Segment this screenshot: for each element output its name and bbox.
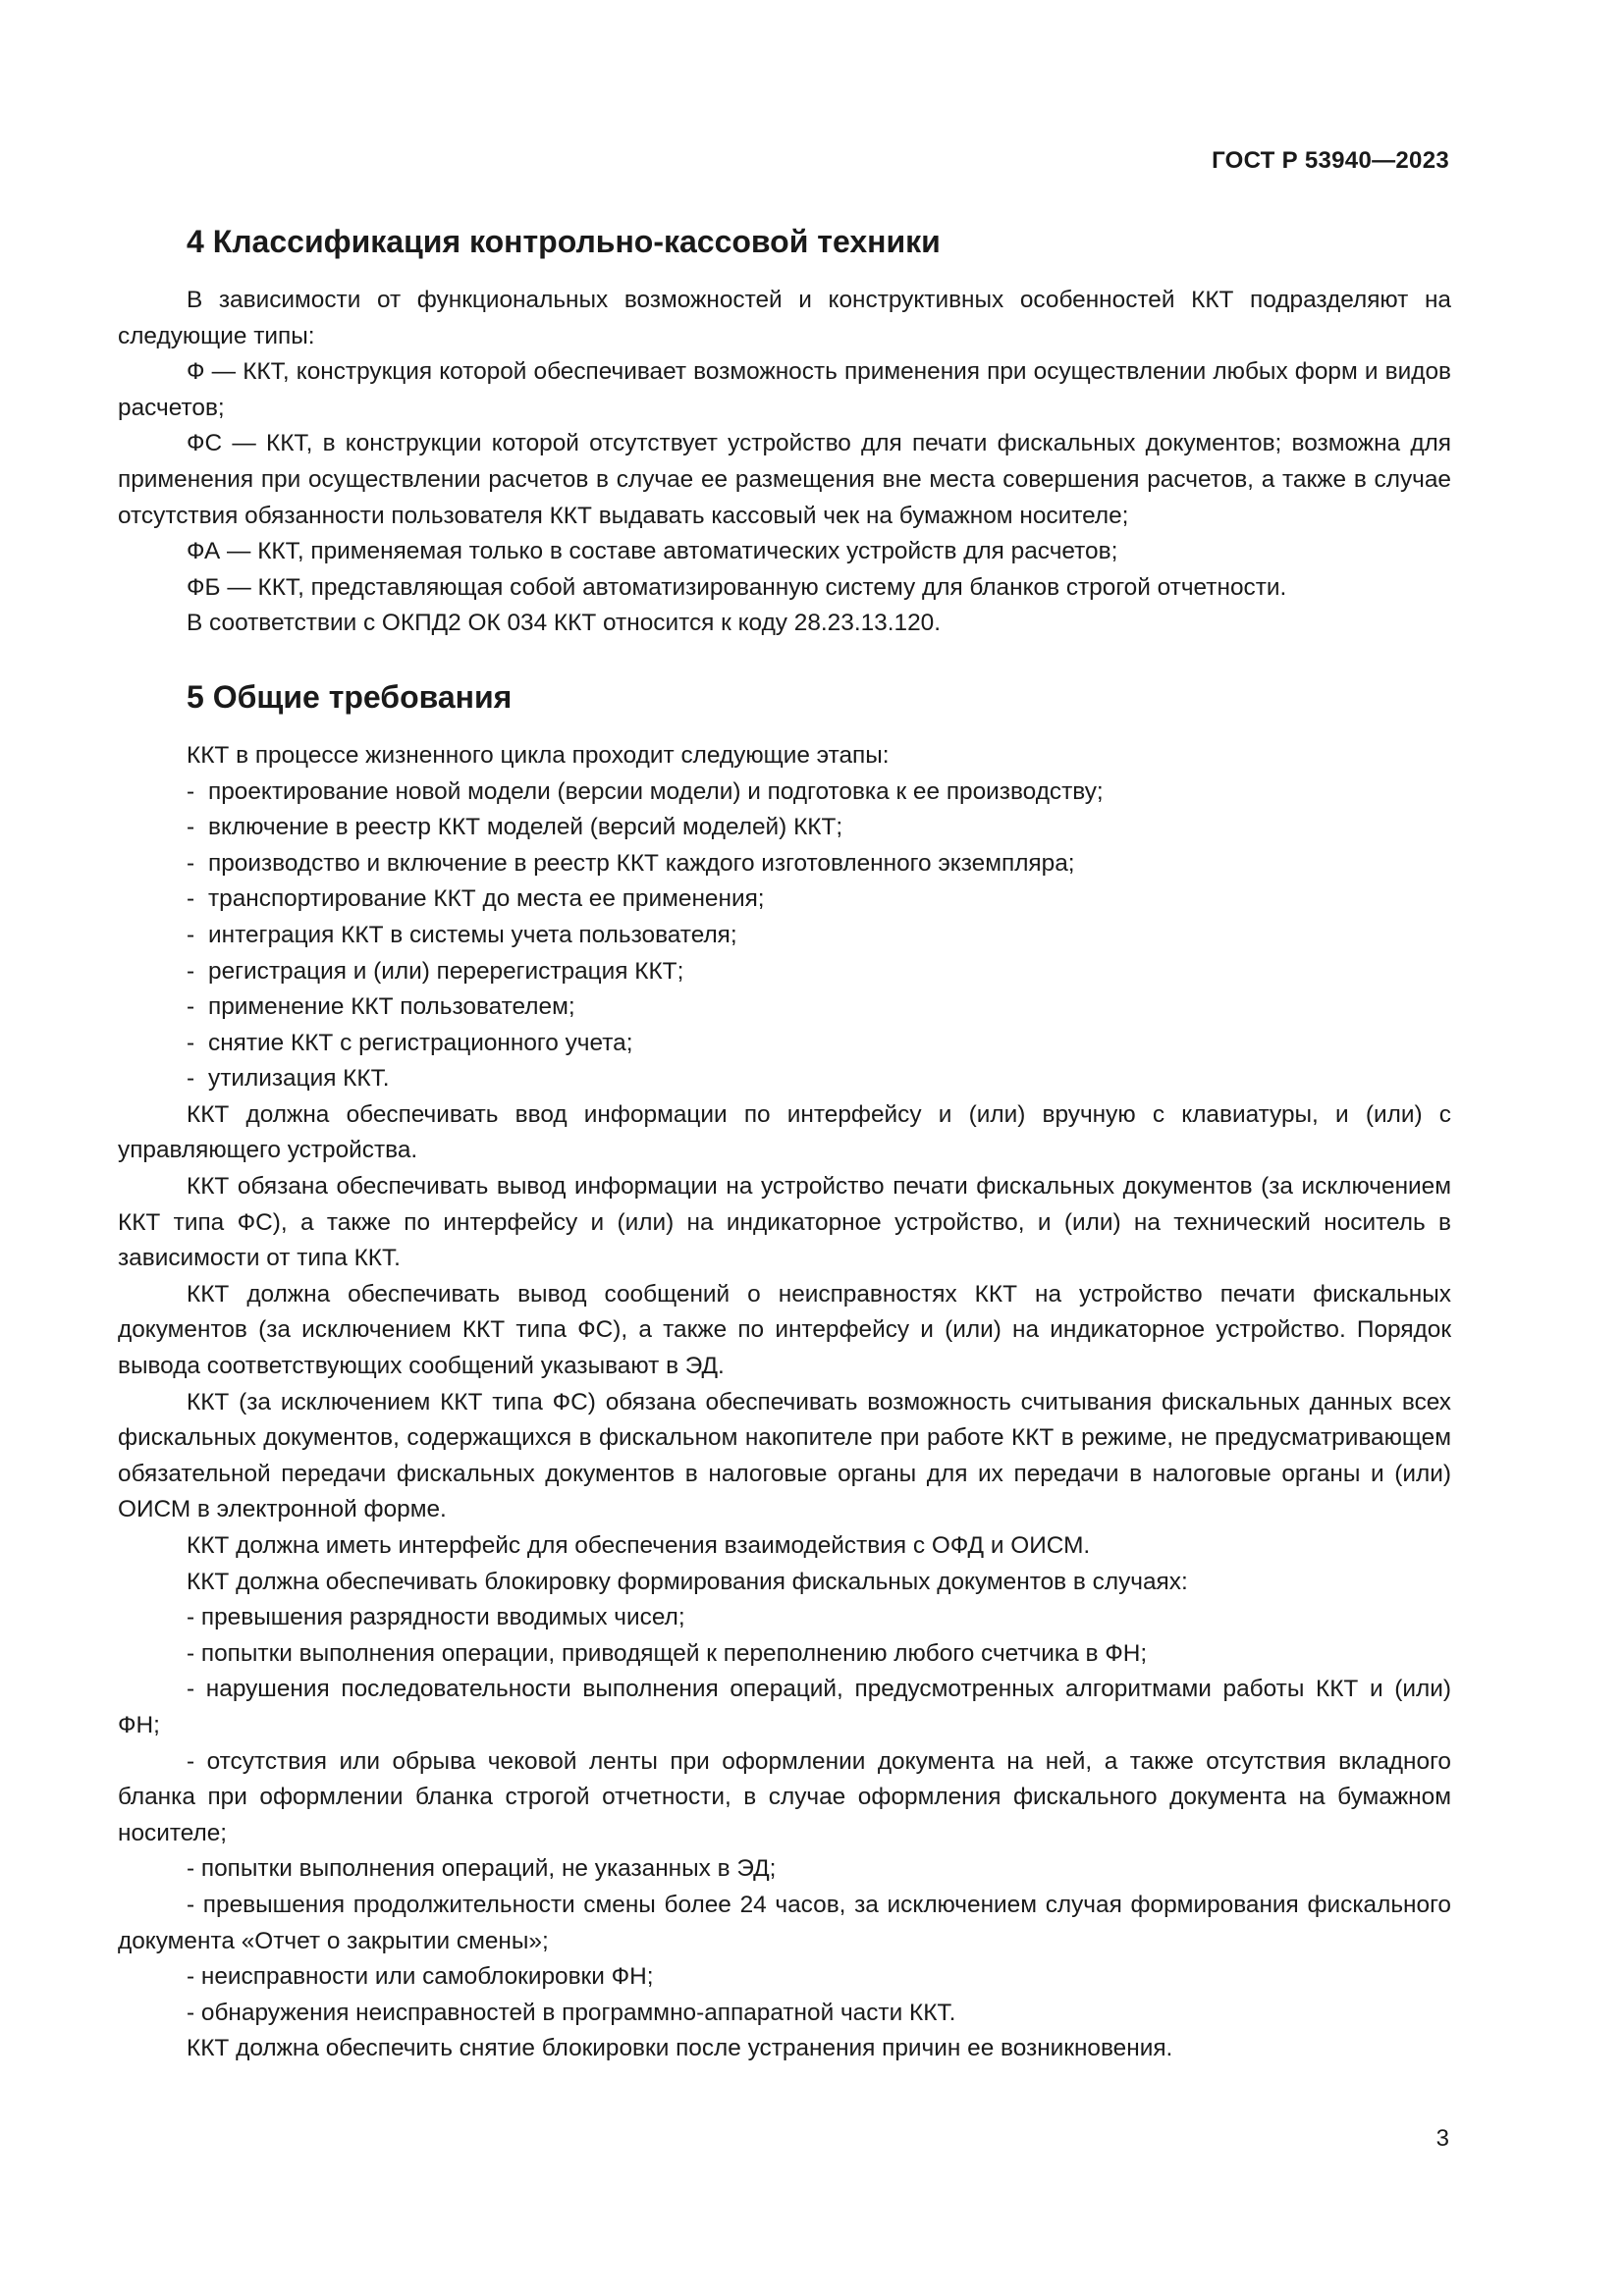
paragraph: ККТ должна обеспечить снятие блокировки после устранения причин ее возникновения. [187, 2035, 1173, 2062]
list-item: - включение в реестр ККТ моделей (версий моделей) ККТ; [187, 814, 843, 841]
list-item: - нарушения последовательности выполнения операций, предусмотренных алгоритмами работы ККТ и (или) ФН; [118, 1676, 1451, 1738]
list-item: - попытки выполнения операции, приводящей к переполнению любого счетчика в ФН; [187, 1639, 1148, 1667]
section-4-title: 4 Классификация контрольно-кассовой техники [187, 224, 941, 259]
list-item: - попытки выполнения операций, не указанных в ЭД; [187, 1855, 777, 1883]
paragraph: ККТ должна иметь интерфейс для обеспечения взаимодействия с ОФД и ОИСМ. [187, 1532, 1091, 1559]
page-number: 3 [1435, 2125, 1449, 2152]
paragraph: ФС — ККТ, в конструкции которой отсутствует устройство для печати фискальных документов; возможна для применения при осуществлении расчетов в случае ее размещения вне места совершения расчетов, а также в случае отсутствия обязанности пользователя ККТ выдавать кассовый чек на бумажном носителе; [118, 430, 1451, 529]
paragraph: ККТ в процессе жизненного цикла проходит следующие этапы: [187, 741, 890, 769]
paragraph: В соответствии с ОКПД2 ОК 034 ККТ относится к коду 28.23.13.120. [187, 610, 941, 637]
paragraph: ККТ (за исключением ККТ типа ФС) обязана обеспечивать возможность считывания фискальных данных всех фискальных документов, содержащихся в фискальном накопителе при работе ККТ в режиме, не предусматривающем обязательной передачи фискальных документов в налоговые органы для их передачи в налоговые органы и (или) ОИСМ в электронной форме. [118, 1388, 1451, 1523]
paragraph: Ф — ККТ, конструкция которой обеспечивает возможность применения при осуществлении любых форм и видов расчетов; [118, 358, 1451, 421]
paragraph: ФБ — ККТ, представляющая собой автоматизированную систему для бланков строгой отчетности. [187, 573, 1287, 601]
list-item: - транспортирование ККТ до места ее применения; [187, 885, 765, 913]
list-item: - обнаружения неисправностей в программно-аппаратной части ККТ. [187, 1999, 956, 2026]
document-code: ГОСТ Р 53940—2023 [1212, 147, 1449, 174]
list-item: - превышения разрядности вводимых чисел; [187, 1604, 685, 1631]
list-item: - регистрация и (или) перерегистрация ККТ; [187, 957, 684, 985]
paragraph: ККТ должна обеспечивать блокировку формирования фискальных документов в случаях: [187, 1568, 1188, 1595]
list-item: - производство и включение в реестр ККТ каждого изготовленного экземпляра; [187, 849, 1075, 877]
list-item: - снятие ККТ с регистрационного учета; [187, 1029, 633, 1056]
paragraph: ККТ должна обеспечивать вывод сообщений о неисправностях ККТ на устройство печати фискальных документов (за исключением ККТ типа ФС), а также по интерфейсу и (или) на индикаторное устройство. Порядок вывода соответствующих сообщений указывают в ЭД. [118, 1280, 1451, 1380]
paragraph: ККТ должна обеспечивать ввод информации по интерфейсу и (или) вручную с клавиатуры, и (или) с управляющего устройства. [118, 1100, 1451, 1164]
paragraph: ККТ обязана обеспечивать вывод информации на устройство печати фискальных документов (за исключением ККТ типа ФС), а также по интерфейсу и (или) на индикаторное устройство, и (или) на технический носитель в зависимости от типа ККТ. [118, 1173, 1451, 1272]
section-5-title: 5 Общие требования [187, 678, 513, 715]
list-item: - интеграция ККТ в системы учета пользователя; [187, 921, 737, 948]
list-item: - утилизация ККТ. [187, 1065, 390, 1093]
list-item: - неисправности или самоблокировки ФН; [187, 1963, 654, 1991]
page-content [118, 222, 1451, 2067]
list-item: - проектирование новой модели (версии модели) и подготовка к ее производству; [187, 777, 1104, 805]
list-item: - отсутствия или обрыва чековой ленты при оформлении документа на ней, а также отсутствия вкладного бланка при оформлении бланка строгой отчетности, в случае оформления фискального документа на бумажном носителе; [118, 1747, 1451, 1846]
list-item: - превышения продолжительности смены более 24 часов, за исключением случая формирования фискального документа «Отчет о закрытии смены»; [118, 1891, 1451, 1954]
list-item: - применение ККТ пользователем; [187, 993, 575, 1021]
paragraph: В зависимости от функциональных возможностей и конструктивных особенностей ККТ подразделяют на следующие типы: [118, 287, 1451, 349]
paragraph: ФА — ККТ, применяемая только в составе автоматических устройств для расчетов; [187, 538, 1118, 565]
